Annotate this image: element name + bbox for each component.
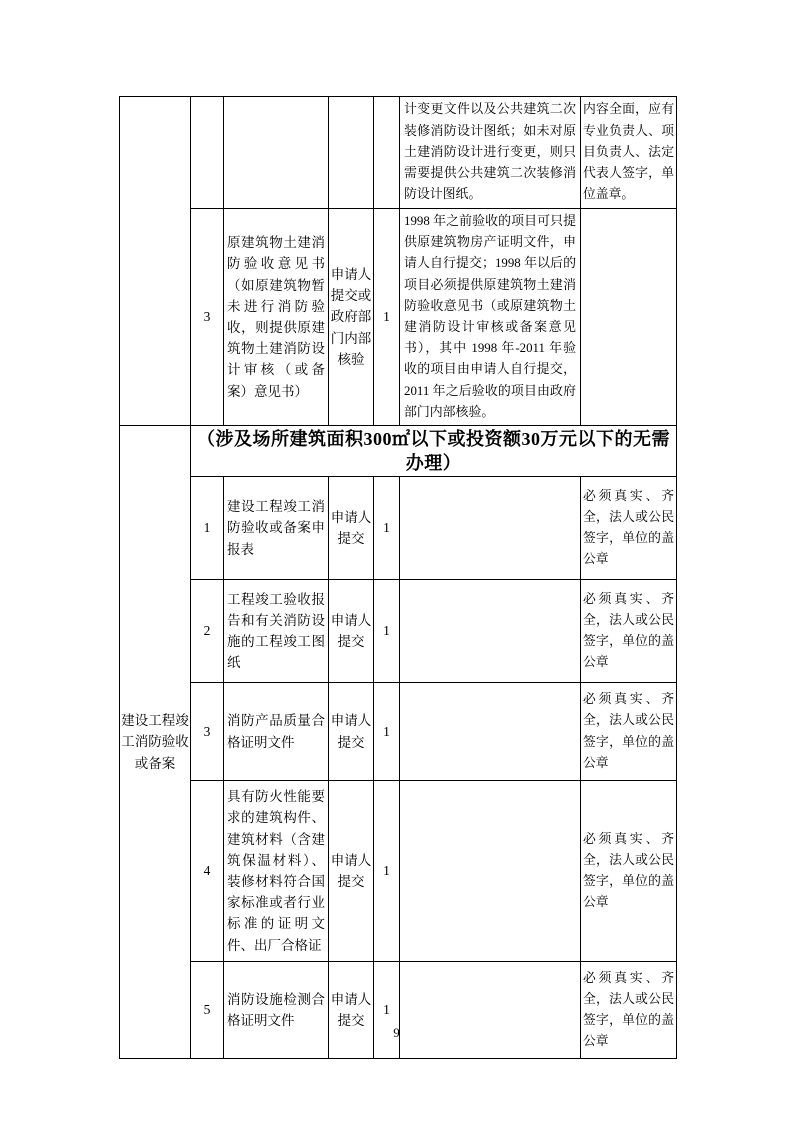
copies-cell: 1 [374, 962, 400, 1059]
table-row-continuation [120, 97, 677, 209]
material-name-cell: 消防产品质量合格证明文件 [224, 683, 329, 781]
seq-cell: 3 [191, 683, 224, 781]
copies-cell: 1 [374, 781, 400, 962]
requirements-cell-empty [581, 209, 677, 426]
seq-cell: 2 [191, 580, 224, 683]
notes-cell: 1998 年之前验收的项目可只提供原建筑物房产证明文件，申请人自行提交；1998 年以后的项目必须提供原建筑物土建消防验收意见书（或原建筑物土建消防设计审核或备案意见书），其中 1998 年-2011 年验收的项目由申请人自行提交，2011 年之后验收的项目由政府部门内部核验。 [400, 209, 581, 426]
copies-cell: 1 [374, 477, 400, 580]
requirements-cell: 必须真实、齐全，法人或公民签字，单位的盖公章 [581, 781, 677, 962]
table-row [120, 683, 677, 781]
notes-cell-empty [400, 962, 581, 1059]
table-row [120, 962, 677, 1059]
submitter-cell: 申请人提交 [329, 580, 374, 683]
material-name-cell: 具有防火性能要求的建筑构件、建筑材料（含建筑保温材料）、装修材料符合国家标准或者行业标准的证明文件、出厂合格证 [224, 781, 329, 962]
requirements-cell: 必须真实、齐全，法人或公民签字，单位的盖公章 [581, 580, 677, 683]
requirements-table [119, 96, 677, 1059]
seq-cell: 3 [191, 209, 224, 426]
table-row-item3 [120, 209, 677, 426]
submitter-cell: 申请人提交 [329, 962, 374, 1059]
table-row [120, 781, 677, 962]
requirements-cell: 必须真实、齐全，法人或公民签字，单位的盖公章 [581, 477, 677, 580]
submitter-cell: 申请人提交 [329, 477, 374, 580]
notes-cell-empty [400, 781, 581, 962]
copies-cell: 1 [374, 580, 400, 683]
category-cell: 建设工程竣工消防验收或备案 [120, 426, 191, 1059]
requirements-cell: 必须真实、齐全，法人或公民签字，单位的盖公章 [581, 962, 677, 1059]
material-name-cell: 建设工程竣工消防验收或备案申报表 [224, 477, 329, 580]
seq-cell: 1 [191, 477, 224, 580]
requirements-cell: 内容全面，应有专业负责人、项目负责人、法定代表人签字，单位盖章。 [581, 97, 677, 209]
seq-cell-empty [191, 97, 224, 209]
seq-cell: 4 [191, 781, 224, 962]
submitter-cell-empty [329, 97, 374, 209]
seq-cell: 5 [191, 962, 224, 1059]
section-note: （涉及场所建筑面积300㎡以下或投资额30万元以下的无需办理） [191, 426, 677, 477]
material-name-cell: 工程竣工验收报告和有关消防设施的工程竣工图纸 [224, 580, 329, 683]
submitter-cell: 申请人提交 [329, 781, 374, 962]
submitter-cell: 申请人提交 [329, 683, 374, 781]
copies-cell: 1 [374, 683, 400, 781]
notes-cell-empty [400, 580, 581, 683]
requirements-cell: 必须真实、齐全，法人或公民签字，单位的盖公章 [581, 683, 677, 781]
table-row-section-note [120, 426, 677, 477]
material-name-cell-empty [224, 97, 329, 209]
copies-cell-empty [374, 97, 400, 209]
table-row [120, 580, 677, 683]
notes-cell: 计变更文件以及公共建筑二次装修消防设计图纸；如未对原土建消防设计进行变更，则只需要提供公共建筑二次装修消防设计图纸。 [400, 97, 581, 209]
material-name-cell: 原建筑物土建消防验收意见书（如原建筑物暂未进行消防验收，则提供原建筑物土建消防设计审核（或备案）意见书） [224, 209, 329, 426]
notes-cell-empty [400, 477, 581, 580]
copies-cell: 1 [374, 209, 400, 426]
category-cell-empty [120, 97, 191, 426]
page-number: 9 [393, 1025, 400, 1040]
material-name-cell: 消防设施检测合格证明文件 [224, 962, 329, 1059]
table-row [120, 477, 677, 580]
notes-cell-empty [400, 683, 581, 781]
submitter-cell: 申请人提交或政府部门内部核验 [329, 209, 374, 426]
